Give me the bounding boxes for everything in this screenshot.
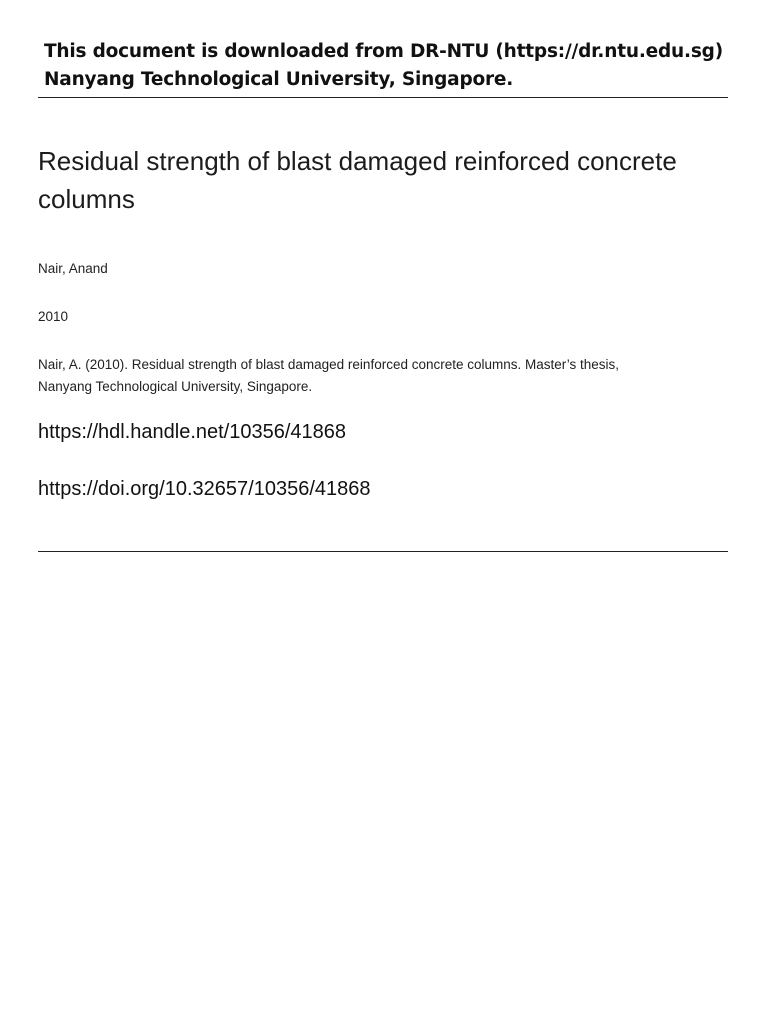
- document-year: 2010: [38, 309, 69, 324]
- document-author: Nair, Anand: [38, 261, 108, 276]
- document-citation: Nair, A. (2010). Residual strength of blast damaged reinforced concrete columns. Master’s thesis, Nanyang Technological University, Singapore.: [38, 357, 620, 394]
- document-title: Residual strength of blast damaged reinforced concrete columns: [38, 146, 677, 214]
- repository-header: [38, 38, 728, 98]
- header-institution-line: Nanyang Technological University, Singapore.: [44, 69, 514, 90]
- handle-link[interactable]: https://hdl.handle.net/10356/41868: [38, 421, 347, 443]
- header-source-line: This document is downloaded from DR‑NTU (https://dr.ntu.edu.sg): [44, 41, 723, 62]
- bottom-divider: [38, 551, 728, 552]
- doi-link[interactable]: https://doi.org/10.32657/10356/41868: [38, 478, 371, 500]
